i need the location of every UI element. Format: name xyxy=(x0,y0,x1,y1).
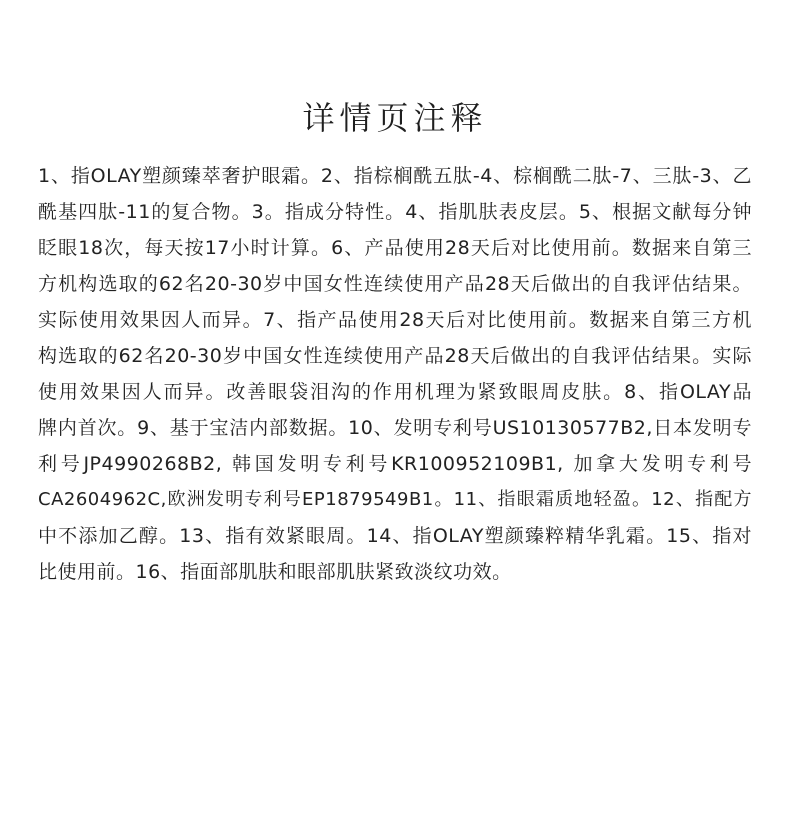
notes-line: CA2604962C,欧洲发明专利号EP1879549B1。11、指眼霜质地轻盈。12、指配方 xyxy=(38,489,752,510)
notes-line: 眨眼18次，每天按17小时计算。6、产品使用28天后对比使用前。数据来自第三 xyxy=(38,237,752,259)
notes-line: 实际使用效果因人而异。7、指产品使用28天后对比使用前。数据来自第三方机 xyxy=(38,309,752,331)
notes-line: 中不添加乙醇。13、指有效紧眼周。14、指OLAY塑颜臻粹精华乳霜。15、指对 xyxy=(38,525,752,547)
notes-paragraph xyxy=(38,158,752,590)
notes-line: 构选取的62名20-30岁中国女性连续使用产品28天后做出的自我评估结果。实际 xyxy=(38,345,752,367)
notes-line: 方机构选取的62名20-30岁中国女性连续使用产品28天后做出的自我评估结果。 xyxy=(38,273,752,295)
notes-line: 酰基四肽-11的复合物。3。指成分特性。4、指肌肤表皮层。5、根据文献每分钟 xyxy=(38,201,752,223)
notes-line: 1、指OLAY塑颜臻萃奢护眼霜。2、指棕榈酰五肽-4、棕榈酰二肽-7、三肽-3、乙 xyxy=(38,165,752,187)
notes-line: 比使用前。16、指面部肌肤和眼部肌肤紧致淡纹功效。 xyxy=(38,561,512,583)
notes-line: 使用效果因人而异。改善眼袋泪沟的作用机理为紧致眼周皮肤。8、指OLAY品 xyxy=(38,381,752,403)
page-title: 详情页注释 xyxy=(302,99,488,137)
notes-line: 利号JP4990268B2, 韩国发明专利号KR100952109B1, 加拿大发明专利号 xyxy=(38,453,752,475)
notes-line: 牌内首次。9、基于宝洁内部数据。10、发明专利号US10130577B2,日本发明专 xyxy=(38,417,752,439)
